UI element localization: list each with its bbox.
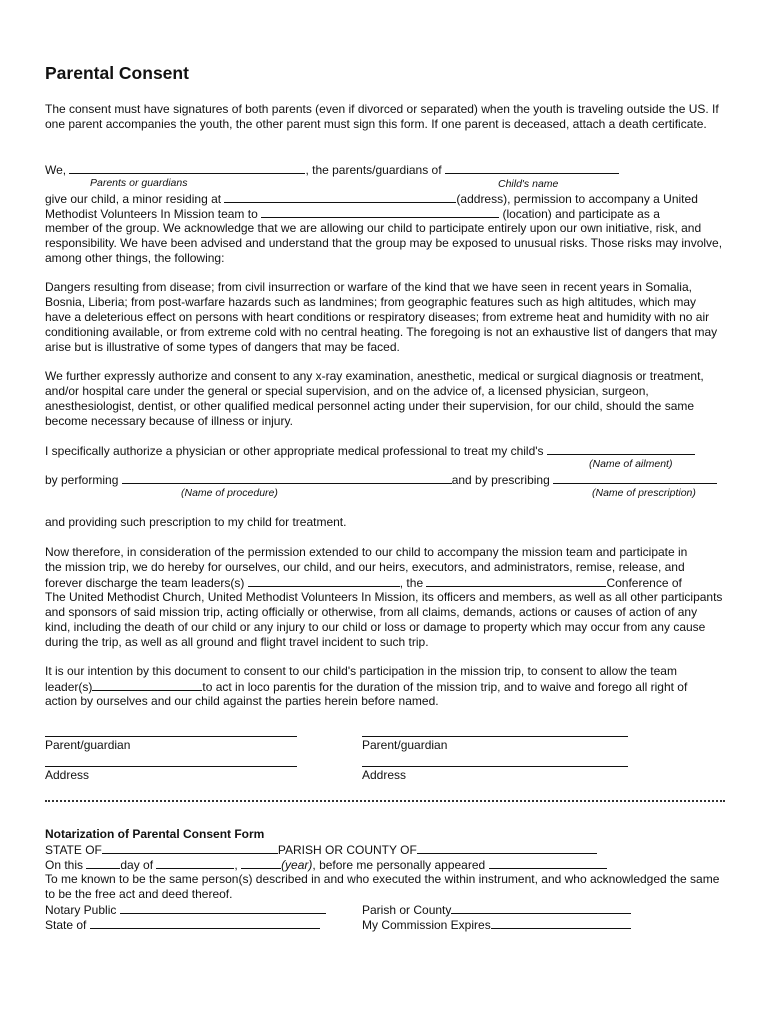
intention-line-2	[45, 679, 687, 695]
parent1-signature-line[interactable]	[45, 736, 297, 737]
location-suffix-text: (location) and participate as a	[499, 207, 660, 221]
address1-line[interactable]	[45, 766, 297, 767]
appeared-person-field[interactable]	[489, 857, 607, 869]
release-paragraph-rest: The United Methodist Church, United Methodist Volunteers In Mission, its officers and members, as well as all other participants and sponsors of said mission trip, acting officially or otherwise, from all claims, demands, actions or causes of action of any kind, including the death of our child or any injury to our child or loss or damage to property which may occur from any cause during the trip, as well as all ground and flight travel incident to such trip.	[45, 590, 723, 649]
discharge-text: forever discharge the team leaders(s)	[45, 576, 248, 590]
commission-label: My Commission Expires	[362, 918, 491, 932]
prescription-field[interactable]	[553, 472, 717, 484]
parish-county-line	[362, 902, 631, 918]
date-line	[45, 857, 607, 873]
notary-public-line	[45, 902, 326, 918]
risk-paragraph: member of the group. We acknowledge that we are allowing our child to participate entirely upon our own initiative, risk, and responsibility. We have been advised and understand that the group may be exposed to unusual risks. Those risks may involve, among other things, the following:	[45, 221, 723, 265]
caption-ailment: (Name of ailment)	[589, 458, 673, 470]
parent2-label: Parent/guardian	[362, 738, 448, 752]
we-mid-text: , the parents/guardians of	[305, 163, 445, 177]
state-field[interactable]	[102, 842, 278, 854]
notary-heading: Notarization of Parental Consent Form	[45, 827, 265, 841]
dangers-paragraph: Dangers resulting from disease; from civil insurrection or warfare of the kind that we have seen in recent years in Somalia, Bosnia, Liberia; from post-warfare hazards such as landmines; from geographic features such as high altitudes, which may have a deleterious effect on persons with heart conditions or respiratory diseases; from extreme heat and humidity with no air conditioning available, or from extreme cold with no central heating. The foregoing is not an exhaustive list of dangers that may arise but is illustrative of some types of dangers that may be faced.	[45, 280, 718, 354]
commission-expires-field[interactable]	[491, 917, 631, 929]
team-leaders-field[interactable]	[248, 575, 400, 587]
state-of-label: State of	[45, 918, 90, 932]
day-of-text: day of	[120, 858, 157, 872]
procedure-field[interactable]	[122, 472, 452, 484]
year-caption: (year)	[281, 858, 313, 872]
loco-parentis-text: to act in loco parentis for the duration of the mission trip, and to waive and forego all right of	[202, 680, 688, 694]
page-title: Parental Consent	[45, 63, 189, 83]
leaders-text: leader(s)	[45, 680, 93, 694]
release-line-2: the mission trip, we do hereby for ourselves, our child, and our heirs, executors, and administrators, remise, release, and	[45, 560, 685, 574]
caption-parents: Parents or guardians	[90, 177, 188, 189]
caption-prescription: (Name of prescription)	[592, 487, 696, 499]
parish-county-text: PARISH OR COUNTY OF	[277, 843, 417, 857]
state-line	[45, 842, 597, 858]
authorize-paragraph: We further expressly authorize and consent to any x-ray examination, anesthetic, medical or surgical diagnosis or treatment, and/or hospital care under the general or special supervision, and on the advice of, a licensed physician, surgeon, anesthesiologist, dentist, or other qualified medical personnel acting under their supervision, for our child, should the same become necessary because of illness or injury.	[45, 369, 704, 428]
comma-text: ,	[234, 858, 242, 872]
release-line-1: Now therefore, in consideration of the permission extended to our child to accompany the mission team and participate in	[45, 545, 688, 559]
specific-authorize-text: I specifically authorize a physician or other appropriate medical professional to treat my child's	[45, 444, 547, 458]
intention-line-3: action by ourselves and our child against the parties herein before named.	[45, 694, 439, 708]
on-this-text: On this	[45, 858, 87, 872]
day-field[interactable]	[86, 857, 120, 869]
notary-parish-field[interactable]	[451, 902, 631, 914]
location-line	[45, 206, 660, 222]
address1-label: Address	[45, 768, 90, 782]
prescribing-text: and by prescribing	[451, 473, 554, 487]
intention-line-1: It is our intention by this document to consent to our child's participation in the mission trip, to consent to allow the team	[45, 664, 677, 678]
conference-field[interactable]	[426, 575, 606, 587]
parish-county-label: Parish or County	[362, 903, 452, 917]
conference-of-text: Conference of	[606, 576, 682, 590]
notary-state-field[interactable]	[90, 917, 320, 929]
ailment-line	[45, 443, 695, 459]
section-divider	[45, 800, 725, 802]
treatment-line: and providing such prescription to my child for treatment.	[45, 515, 347, 529]
caption-child-name: Child's name	[498, 178, 559, 190]
team-to-text: Methodist Volunteers In Mission team to	[45, 207, 262, 221]
loco-parentis-leader-field[interactable]	[92, 679, 202, 691]
child-name-field[interactable]	[445, 162, 619, 174]
procedure-line	[45, 472, 717, 488]
commission-line	[362, 917, 631, 933]
we-lead-text: We,	[45, 163, 70, 177]
address2-label: Address	[362, 768, 407, 782]
caption-procedure: (Name of procedure)	[181, 487, 278, 499]
give-text: give our child, a minor residing at	[45, 192, 225, 206]
before-me-text: , before me personally appeared	[312, 858, 489, 872]
we-line	[45, 162, 619, 178]
performing-text: by performing	[45, 473, 122, 487]
state-of-text: STATE OF	[45, 843, 102, 857]
address2-line[interactable]	[362, 766, 628, 767]
notary-public-text: Notary Public	[45, 903, 120, 917]
permission-text: (address), permission to accompany a United	[456, 192, 698, 206]
parents-names-field[interactable]	[69, 162, 305, 174]
state-of-line	[45, 917, 320, 933]
intro-paragraph: The consent must have signatures of both parents (even if divorced or separated) when the youth is traveling outside the US. If one parent accompanies the youth, the other parent must sign this form. If one parent is deceased, attach a death certificate.	[45, 102, 719, 131]
month-field[interactable]	[156, 857, 234, 869]
parish-county-field[interactable]	[417, 842, 597, 854]
year-field[interactable]	[241, 857, 281, 869]
ailment-field[interactable]	[547, 443, 695, 455]
address-line	[45, 191, 698, 207]
release-line-3	[45, 575, 682, 591]
location-field[interactable]	[261, 206, 499, 218]
known-paragraph: To me known to be the same person(s) described in and who executed the within instrument, and who acknowledged the same to be the free act and deed thereof.	[45, 872, 720, 901]
residence-address-field[interactable]	[224, 191, 456, 203]
the-text: , the	[399, 576, 427, 590]
notary-public-field[interactable]	[120, 902, 326, 914]
parent2-signature-line[interactable]	[362, 736, 628, 737]
parent1-label: Parent/guardian	[45, 738, 131, 752]
